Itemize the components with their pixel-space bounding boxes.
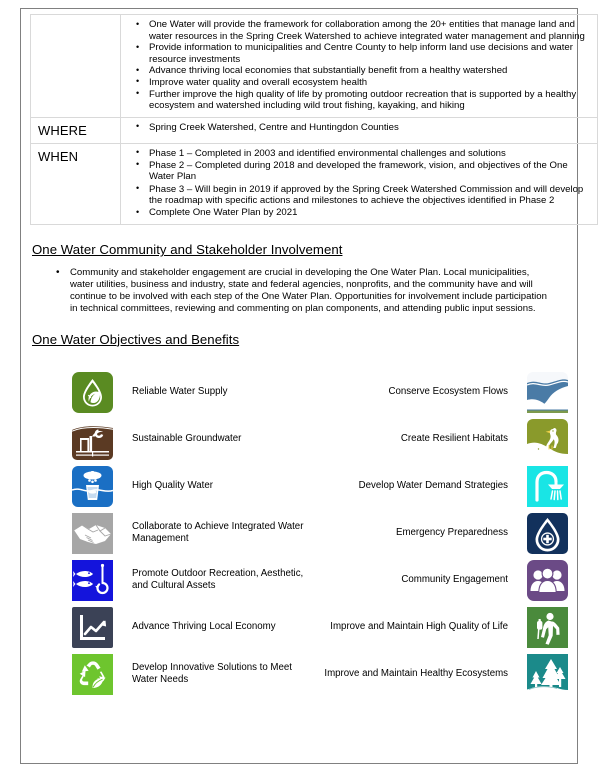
shower-icon — [527, 466, 568, 507]
row-body-when — [121, 143, 598, 225]
objective-label: Develop Innovative Solutions to Meet Water Needs — [132, 662, 292, 685]
objective-label: Conserve Ecosystem Flows — [388, 386, 508, 398]
objective-conserve-ecosystem-flows — [323, 369, 568, 416]
list-item: • Improve water quality and overall ecosystem health — [147, 77, 593, 89]
people-group-icon — [527, 560, 568, 601]
objective-create-resilient-habitats — [323, 416, 568, 463]
groundwater-well-icon — [72, 419, 113, 460]
table-row-where — [31, 117, 598, 143]
list-item: • Phase 1 – Completed in 2003 and identified environmental challenges and solutions — [147, 148, 593, 160]
objective-healthy-ecosystems — [323, 651, 568, 698]
objective-label: Promote Outdoor Recreation, Aesthetic, and Cultural Assets — [132, 568, 304, 591]
plan-info-table — [30, 14, 598, 225]
bullet-list — [125, 19, 593, 112]
faucet-glass-icon — [72, 466, 113, 507]
handshake-icon — [72, 513, 113, 554]
list-item: • Further improve the high quality of life by promoting outdoor recreation that is supported by a healthy ecosystem and watershed including wild trout fishing, kayaking, and hiking — [147, 89, 593, 112]
table-row-when — [31, 143, 598, 225]
bullet-list — [125, 148, 593, 219]
heron-fish-icon — [527, 419, 568, 460]
objective-develop-innovative-solutions — [72, 651, 317, 698]
row-label-when: WHEN — [31, 143, 121, 225]
heading-objectives-benefits: One Water Objectives and Benefits — [32, 331, 240, 347]
water-drop-leaf-icon — [72, 372, 113, 413]
list-item: • Advance thriving local economies that substantially benefit from a healthy watershed — [147, 65, 593, 77]
hiker-icon — [527, 607, 568, 648]
objective-advance-thriving-local-economy — [72, 604, 317, 651]
objective-promote-outdoor-recreation — [72, 557, 317, 604]
drop-cross-icon — [527, 513, 568, 554]
objective-label: High Quality Water — [132, 480, 213, 492]
row-label-where: WHERE — [31, 117, 121, 143]
list-item: • Community and stakeholder engagement are crucial in developing the One Water Plan. Local municipalities, water utilities, business and industry, state and federal agencies, nonprofits, and the community have and will continue to be involved with each step of the One Water Plan. Opportunities for involvement include participation in technical committees, reviewing and commenting on plan components, and attending public input sessions. — [70, 267, 568, 314]
objective-label: Advance Thriving Local Economy — [132, 621, 276, 633]
objective-collaborate-integrated-water-management — [72, 510, 317, 557]
involvement-list — [30, 267, 568, 314]
objective-label: Improve and Maintain Healthy Ecosystems — [324, 668, 508, 680]
growth-chart-icon — [72, 607, 113, 648]
objectives-column-right — [317, 369, 568, 698]
list-item: • Phase 3 – Will begin in 2019 if approved by the Spring Creek Watershed Commission and will develop the roadmap with specific actions and milestones to achieve the objectives identified in Phase 2 — [147, 184, 593, 207]
objective-label: Improve and Maintain High Quality of Life — [330, 621, 508, 633]
objective-label: Emergency Preparedness — [395, 527, 508, 539]
objective-label: Sustainable Groundwater — [132, 433, 242, 445]
pine-trees-icon — [527, 654, 568, 695]
objective-high-quality-of-life — [323, 604, 568, 651]
objective-label: Reliable Water Supply — [132, 386, 228, 398]
objective-reliable-water-supply — [72, 369, 317, 416]
objective-emergency-preparedness — [323, 510, 568, 557]
heading-community-involvement: One Water Community and Stakeholder Involvement — [32, 242, 343, 258]
list-item: • One Water will provide the framework for collaboration among the 20+ entities that manage land and water resources in the Spring Creek Watershed to achieve integrated water management and planning — [147, 19, 593, 42]
objective-label: Create Resilient Habitats — [400, 433, 508, 445]
objective-label: Community Engagement — [401, 574, 508, 586]
objective-label: Develop Water Demand Strategies — [358, 480, 508, 492]
objective-community-engagement — [323, 557, 568, 604]
page-content — [22, 10, 585, 762]
list-item: • Complete One Water Plan by 2021 — [147, 207, 593, 219]
list-item: • Phase 2 – Completed during 2018 and developed the framework, vision, and objectives of the One Water Plan — [147, 160, 593, 183]
objectives-column-left — [30, 369, 317, 698]
recycle-leaf-icon — [72, 654, 113, 695]
list-item: • Spring Creek Watershed, Centre and Huntingdon Counties — [147, 122, 593, 134]
row-body-cell — [121, 15, 598, 118]
objective-high-quality-water — [72, 463, 317, 510]
river-flow-icon — [527, 372, 568, 413]
list-item: • Provide information to municipalities and Centre County to help inform land use decisions and water resource investments — [147, 42, 593, 65]
row-label-cell — [31, 15, 121, 118]
bullet-list — [125, 122, 593, 134]
objective-develop-water-demand-strategies — [323, 463, 568, 510]
table-row — [31, 15, 598, 118]
fishing-icon — [72, 560, 113, 601]
objective-label: Collaborate to Achieve Integrated Water Management — [132, 521, 304, 544]
objective-sustainable-groundwater — [72, 416, 317, 463]
objectives-grid — [30, 369, 568, 698]
row-body-where — [121, 117, 598, 143]
